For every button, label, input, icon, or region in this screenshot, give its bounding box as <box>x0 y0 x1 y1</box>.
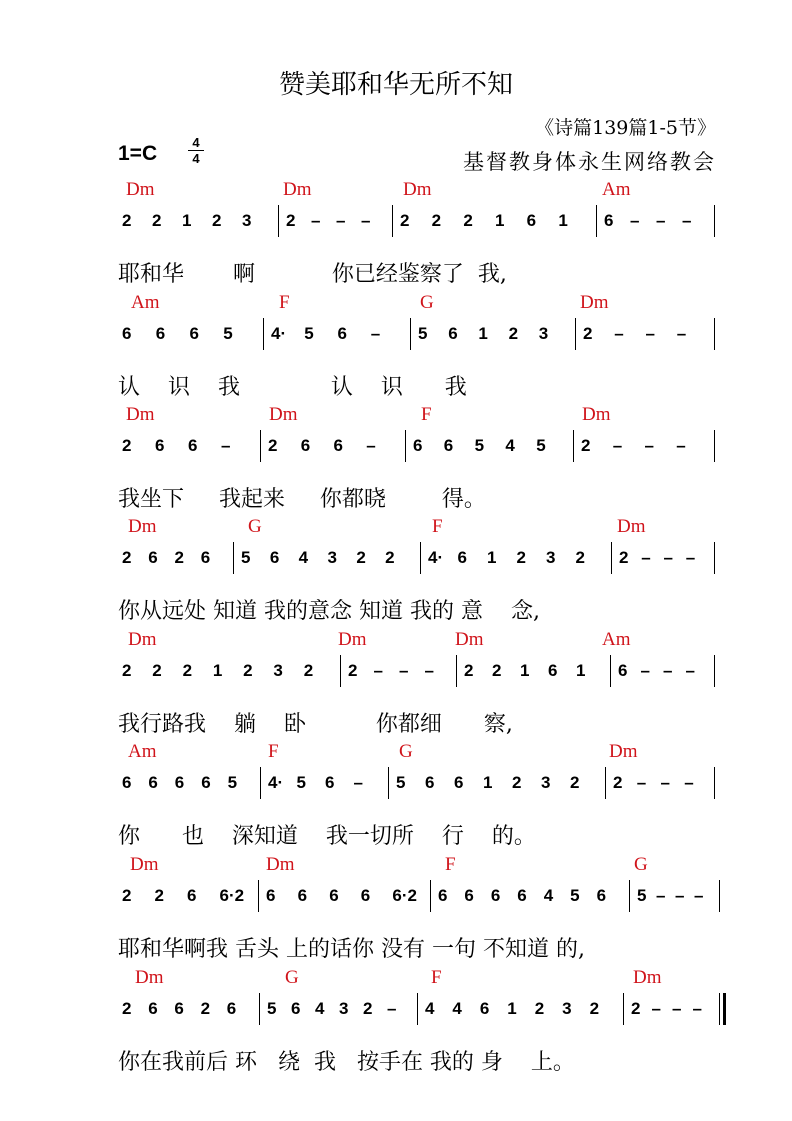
note: 6 <box>490 886 501 905</box>
note: 6 <box>325 773 335 792</box>
chord-symbol: F <box>431 967 442 988</box>
note: 3 <box>339 999 349 1018</box>
note: 3 <box>541 773 551 792</box>
barline <box>405 430 406 462</box>
dash: – <box>370 324 381 343</box>
note: 2 <box>286 211 296 230</box>
dash: – <box>641 548 651 567</box>
time-signature-top: 4 <box>192 135 200 150</box>
barline <box>714 542 715 574</box>
chord-symbol: Dm <box>617 516 646 537</box>
note: 1 <box>495 211 505 230</box>
note: 4 <box>505 436 515 455</box>
note: 2 <box>575 548 585 567</box>
dash: – <box>682 211 692 230</box>
note: 6 <box>438 886 448 905</box>
chord-symbol: Dm <box>633 967 662 988</box>
note: 2 <box>182 661 193 680</box>
chord-symbol: Dm <box>580 292 609 313</box>
note: 5 <box>396 773 406 792</box>
lyrics-line: 认 识 我 认 识 我 <box>118 375 467 400</box>
chord-symbol: G <box>399 741 413 762</box>
dash: – <box>651 999 661 1018</box>
lyrics-line: 耶和华啊我 舌头 上的话你 没有 一句 不知道 的, <box>118 937 585 962</box>
time-signature-bottom: 4 <box>192 151 200 166</box>
note: 4· <box>428 548 444 567</box>
barline <box>258 880 259 912</box>
chord-symbol: Dm <box>403 179 432 200</box>
note: 6 <box>291 999 301 1018</box>
dash: – <box>676 436 686 455</box>
time-signature <box>188 136 204 165</box>
system-6 <box>0 737 792 847</box>
chord-symbol: Am <box>131 292 160 313</box>
note: 6 <box>269 548 280 567</box>
note: 6 <box>200 548 211 567</box>
dash: – <box>685 661 695 680</box>
lyrics-line: 我坐下 我起来 你都晓 得。 <box>118 487 486 512</box>
dash: – <box>353 773 363 792</box>
barline <box>714 318 715 350</box>
note: 2 <box>152 661 162 680</box>
note: 6 <box>122 324 132 343</box>
note: 2 <box>122 661 132 680</box>
lyrics-line: 你在我前后 环 绕 我 按手在 我的 身 上。 <box>118 1050 575 1075</box>
dash: – <box>663 661 673 680</box>
dash: – <box>614 324 624 343</box>
note: 2 <box>464 661 474 680</box>
dash: – <box>676 324 687 343</box>
note: 6 <box>226 999 237 1018</box>
barline <box>596 205 597 237</box>
system-8 <box>0 963 792 1073</box>
note: 1 <box>558 211 568 230</box>
barline <box>388 767 389 799</box>
dash: – <box>373 661 383 680</box>
note: 2 <box>516 548 526 567</box>
note: 6 <box>604 211 614 230</box>
note: 2 <box>122 211 132 230</box>
barline <box>719 880 720 912</box>
scripture-reference: 《诗篇139篇1-5节》 <box>535 117 716 139</box>
chord-symbol: F <box>445 854 456 875</box>
lyrics-line: 我行路我 躺 卧 你都细 察, <box>118 712 513 737</box>
note: 2 <box>243 661 253 680</box>
note: 6 <box>155 324 166 343</box>
note: 1 <box>487 548 497 567</box>
system-5 <box>0 625 792 735</box>
note: 6 <box>457 548 467 567</box>
note: 1 <box>520 661 530 680</box>
note: 2 <box>619 548 629 567</box>
note: 6 <box>174 999 184 1018</box>
dash: – <box>399 661 409 680</box>
dash: – <box>644 436 654 455</box>
note: 6 <box>479 999 490 1018</box>
lyrics-line: 你从远处 知道 我的意念 知道 我的 意 念, <box>118 599 540 624</box>
note: 6 <box>297 886 308 905</box>
chord-symbol: G <box>248 516 262 537</box>
barline <box>605 767 606 799</box>
note: 2 <box>122 999 132 1018</box>
note: 2 <box>463 211 473 230</box>
barline <box>278 205 279 237</box>
chord-symbol: Dm <box>130 854 159 875</box>
note: 6 <box>148 999 158 1018</box>
chord-symbol: Dm <box>128 629 157 650</box>
chord-symbol: Dm <box>609 741 638 762</box>
note: 2 <box>570 773 580 792</box>
note: 4 <box>452 999 462 1018</box>
note: 6 <box>148 773 158 792</box>
note: 2 <box>152 211 162 230</box>
note: 2 <box>589 999 600 1018</box>
note: 1 <box>182 211 192 230</box>
note: 2 <box>534 999 545 1018</box>
note: 5 <box>570 886 580 905</box>
note: 5 <box>304 324 314 343</box>
note: 6 <box>201 773 211 792</box>
barline <box>392 205 393 237</box>
barline <box>714 767 715 799</box>
note: 6 <box>517 886 527 905</box>
barline <box>417 993 418 1025</box>
note: 6 <box>266 886 276 905</box>
dash: – <box>656 211 666 230</box>
note: 6 <box>329 886 339 905</box>
note: 6 <box>413 436 423 455</box>
note: 2 <box>122 886 132 905</box>
note: 6 <box>122 773 132 792</box>
note: 6 <box>188 436 198 455</box>
chord-symbol: G <box>420 292 434 313</box>
note: 2 <box>122 436 132 455</box>
barline <box>340 655 341 687</box>
chord-symbol: Dm <box>269 404 298 425</box>
note: 6 <box>548 661 558 680</box>
dash: – <box>645 324 655 343</box>
dash: – <box>387 999 397 1018</box>
chord-symbol: Dm <box>126 404 155 425</box>
note: 6 <box>333 436 343 455</box>
note: 4 <box>298 548 309 567</box>
barline <box>410 318 411 350</box>
song-title: 赞美耶和华无所不知 <box>278 70 513 100</box>
note: 6 <box>360 886 371 905</box>
chord-symbol: F <box>279 292 290 313</box>
note: 3 <box>327 548 337 567</box>
chord-symbol: F <box>421 404 432 425</box>
note: 3 <box>538 324 549 343</box>
chord-symbol: Dm <box>455 629 484 650</box>
note: 2 <box>200 999 211 1018</box>
chord-symbol: Am <box>128 741 157 762</box>
note: 6 <box>596 886 607 905</box>
chord-symbol: G <box>634 854 648 875</box>
note: 3 <box>562 999 572 1018</box>
dash: – <box>311 211 321 230</box>
note: 2 <box>154 886 164 905</box>
note: 3 <box>273 661 283 680</box>
chord-symbol: Dm <box>266 854 295 875</box>
note: 2 <box>356 548 366 567</box>
barline <box>623 993 624 1025</box>
dash: – <box>221 436 231 455</box>
note: 3 <box>242 211 252 230</box>
barline <box>573 430 574 462</box>
note: 1 <box>212 661 223 680</box>
note: 2 <box>400 211 410 230</box>
note: 6 <box>300 436 311 455</box>
note: 2 <box>583 324 593 343</box>
chord-symbol: Dm <box>126 179 155 200</box>
barline <box>719 993 720 1025</box>
chord-symbol: Dm <box>283 179 312 200</box>
note: 6 <box>443 436 454 455</box>
note: 6 <box>618 661 628 680</box>
system-1 <box>0 175 792 285</box>
chord-symbol: Dm <box>128 516 157 537</box>
note: 2 <box>581 436 591 455</box>
note: 2 <box>431 211 442 230</box>
dash: – <box>612 436 623 455</box>
dash: – <box>663 548 673 567</box>
note: 2 <box>512 773 522 792</box>
note: 2 <box>268 436 278 455</box>
note: 4· <box>268 773 284 792</box>
chord-symbol: Am <box>602 179 631 200</box>
note: 5 <box>223 324 233 343</box>
barline <box>260 430 261 462</box>
dash: – <box>424 661 434 680</box>
note: 5 <box>637 886 647 905</box>
dash: – <box>630 211 640 230</box>
note: 6 <box>464 886 474 905</box>
note: 2 <box>631 999 641 1018</box>
chord-symbol: F <box>268 741 279 762</box>
note: 2 <box>508 324 519 343</box>
chord-symbol: Dm <box>135 967 164 988</box>
barline <box>575 318 576 350</box>
note: 4· <box>271 324 287 343</box>
barline <box>611 542 612 574</box>
chord-symbol: Dm <box>338 629 367 650</box>
dash: – <box>656 886 666 905</box>
note: 5 <box>227 773 238 792</box>
chord-symbol: Am <box>602 629 631 650</box>
author: 基督教身体永生网络教会 <box>463 150 716 174</box>
final-barline <box>723 993 726 1025</box>
note: 6 <box>155 436 165 455</box>
note: 2 <box>122 548 132 567</box>
note: 6 <box>148 548 158 567</box>
barline <box>456 655 457 687</box>
dash: – <box>685 548 696 567</box>
note: 2 <box>613 773 623 792</box>
note: 2 <box>174 548 184 567</box>
note: 6 <box>337 324 347 343</box>
barline <box>714 655 715 687</box>
dash: – <box>672 999 682 1018</box>
chord-symbol: F <box>432 516 443 537</box>
barline <box>420 542 421 574</box>
note: 2 <box>348 661 358 680</box>
note: 4 <box>543 886 554 905</box>
barline <box>430 880 431 912</box>
note: 6 <box>448 324 458 343</box>
dash: – <box>684 773 694 792</box>
note: 5 <box>418 324 428 343</box>
note: 4 <box>315 999 325 1018</box>
note: 6 <box>187 886 197 905</box>
barline <box>260 767 261 799</box>
dash: – <box>675 886 685 905</box>
note: 5 <box>474 436 485 455</box>
barline <box>263 318 264 350</box>
note: 6 <box>526 211 537 230</box>
note: 5 <box>296 773 306 792</box>
note: 3 <box>546 548 556 567</box>
dash: – <box>361 211 371 230</box>
note: 5 <box>267 999 277 1018</box>
key-signature: 1=C <box>118 142 158 165</box>
dash: – <box>366 436 376 455</box>
lyrics-line: 你 也 深知道 我一切所 行 的。 <box>118 824 536 849</box>
note: 5 <box>241 548 251 567</box>
system-3 <box>0 400 792 510</box>
note: 5 <box>536 436 546 455</box>
system-2 <box>0 288 792 398</box>
note: 2 <box>385 548 395 567</box>
dash: – <box>640 661 650 680</box>
dash: – <box>660 773 670 792</box>
barline <box>259 993 260 1025</box>
note: 1 <box>507 999 517 1018</box>
note: 4 <box>425 999 435 1018</box>
barline <box>714 205 715 237</box>
dash: – <box>694 886 704 905</box>
note: 2 <box>212 211 222 230</box>
note: 1 <box>576 661 586 680</box>
note: 1 <box>478 324 488 343</box>
note: 2 <box>492 661 502 680</box>
barline <box>610 655 611 687</box>
dash: – <box>336 211 346 230</box>
chord-symbol: G <box>285 967 299 988</box>
barline <box>629 880 630 912</box>
barline <box>233 542 234 574</box>
chord-symbol: Dm <box>582 404 611 425</box>
system-7 <box>0 850 792 960</box>
note: 6·2 <box>219 886 245 905</box>
dash: – <box>636 773 647 792</box>
note: 2 <box>363 999 373 1018</box>
dash: – <box>692 999 702 1018</box>
note: 6 <box>425 773 435 792</box>
note: 1 <box>483 773 493 792</box>
note: 6 <box>174 773 185 792</box>
note: 2 <box>303 661 314 680</box>
note: 6 <box>454 773 464 792</box>
note: 6 <box>189 324 199 343</box>
lyrics-line: 耶和华 啊 你已经鉴察了 我, <box>118 262 507 287</box>
note: 6·2 <box>392 886 417 905</box>
system-4 <box>0 512 792 622</box>
barline <box>714 430 715 462</box>
